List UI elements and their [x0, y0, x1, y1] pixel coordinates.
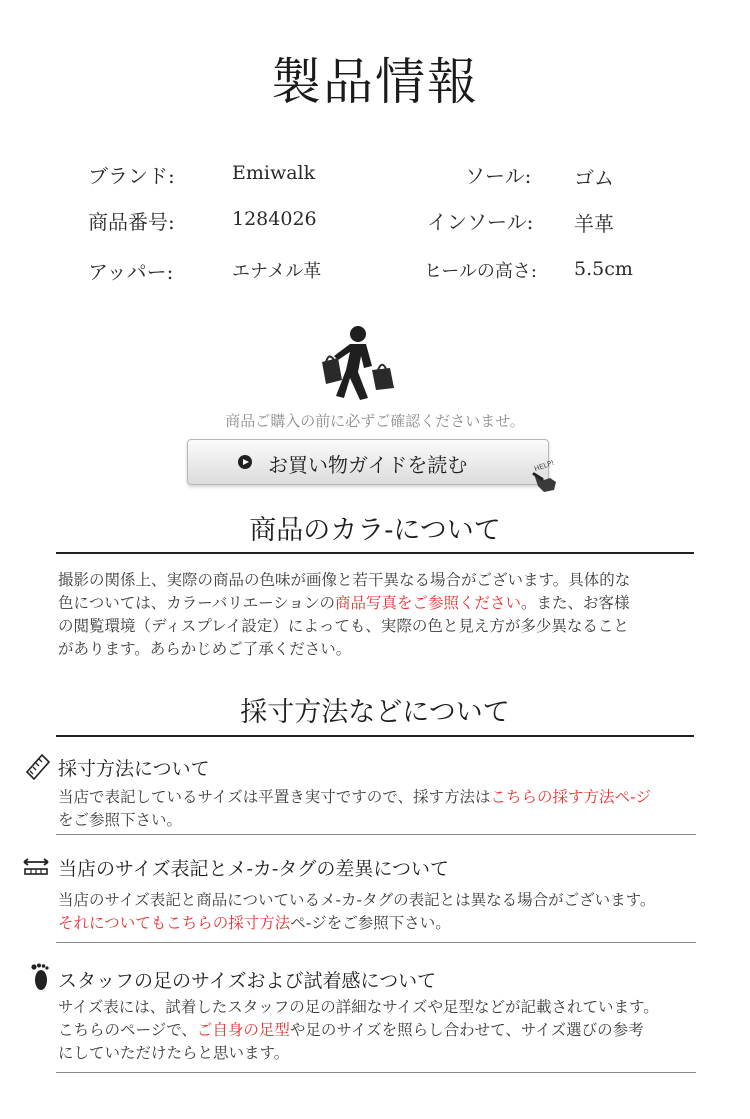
pointing-hand-icon — [530, 470, 560, 494]
sole-value: ゴム — [574, 166, 614, 190]
color-section-divider — [56, 552, 694, 554]
staff-fitting-heading: スタッフの足のサイズおよび試着感について — [58, 970, 437, 992]
brand-label: ブランド: — [88, 164, 175, 188]
sole-label: ソール: — [465, 164, 532, 188]
measure-method-text: 当店で表記しているサイズは平置き実寸ですので、採す方法はこちらの採す方法ペ-ジ をご参照下さい。 — [58, 788, 652, 829]
play-icon — [238, 455, 252, 469]
heel-height-value: 5.5cm — [574, 258, 633, 280]
measure-method-heading: 採寸方法について — [58, 758, 210, 780]
insole-value: 羊革 — [574, 212, 614, 236]
color-section-title: 商品のカラ-について — [249, 515, 501, 546]
upper-value: エナメル革 — [232, 261, 322, 282]
shopping-guide-button[interactable] — [187, 439, 549, 485]
shopper-icon — [316, 322, 400, 400]
product-photo-link[interactable]: 商品写真をご参照ください — [335, 594, 522, 612]
size-tag-difference-text: 当店のサイズ表記と商品についているメ-カ-タグの表記とは異なる場合がございます。 それについてもこちらの採寸方法ペ-ジをご参照下さい。 — [58, 891, 656, 932]
brand-value: Emiwalk — [232, 162, 316, 184]
size-tag-difference-heading: 当店のサイズ表記とメ-カ-タグの差異について — [58, 858, 449, 880]
footprint-icon — [30, 963, 50, 991]
staff-fitting-text: サイズ表には、試着したスタッフの足の詳細なサイズや足型などが記載されています。 こちらのページで、ご自身の足型や足のサイズを照らし合わせて、サイズ選びの参考 にしていただけたらと思います。 — [58, 998, 659, 1062]
product-number-value: 1284026 — [232, 208, 317, 230]
color-section-text: 撮影の関係上、実際の商品の色味が画像と若干異なる場合がございます。具体的な 色については、カラーバリエーションの商品写真をご参照ください。また、お客様 の閲覧環境（ディスプレイ設定）によっても、実際の色と見え方が多少異なること があります。あらかじめご了承ください。 — [58, 571, 631, 658]
size-comparison-icon — [22, 858, 50, 876]
heel-height-label: ヒールの高さ: — [424, 261, 537, 282]
insole-label: インソール: — [427, 210, 534, 234]
item3-divider — [56, 1072, 696, 1073]
product-number-label: 商品番号: — [88, 210, 175, 234]
help-label: HELP! — [533, 458, 556, 474]
foot-shape-link[interactable]: ご自身の足型 — [196, 1021, 290, 1039]
shopping-guide-label: お買い物ガイドを読む — [268, 453, 468, 477]
page-title: 製品情報 — [271, 53, 479, 111]
item2-divider — [56, 942, 696, 943]
measure-method-link[interactable]: それについてもこちらの採寸方法 — [58, 914, 291, 932]
measure-section-title: 採寸方法などについて — [240, 697, 510, 728]
measure-section-divider — [56, 735, 694, 737]
upper-label: アッパー: — [88, 260, 174, 284]
guide-notice: 商品ご購入の前に必ずご確認くださいませ。 — [225, 412, 525, 430]
item1-divider — [56, 834, 696, 835]
measure-page-link[interactable]: こちらの採す方法ペ-ジ — [490, 788, 652, 806]
ruler-icon — [26, 754, 50, 780]
